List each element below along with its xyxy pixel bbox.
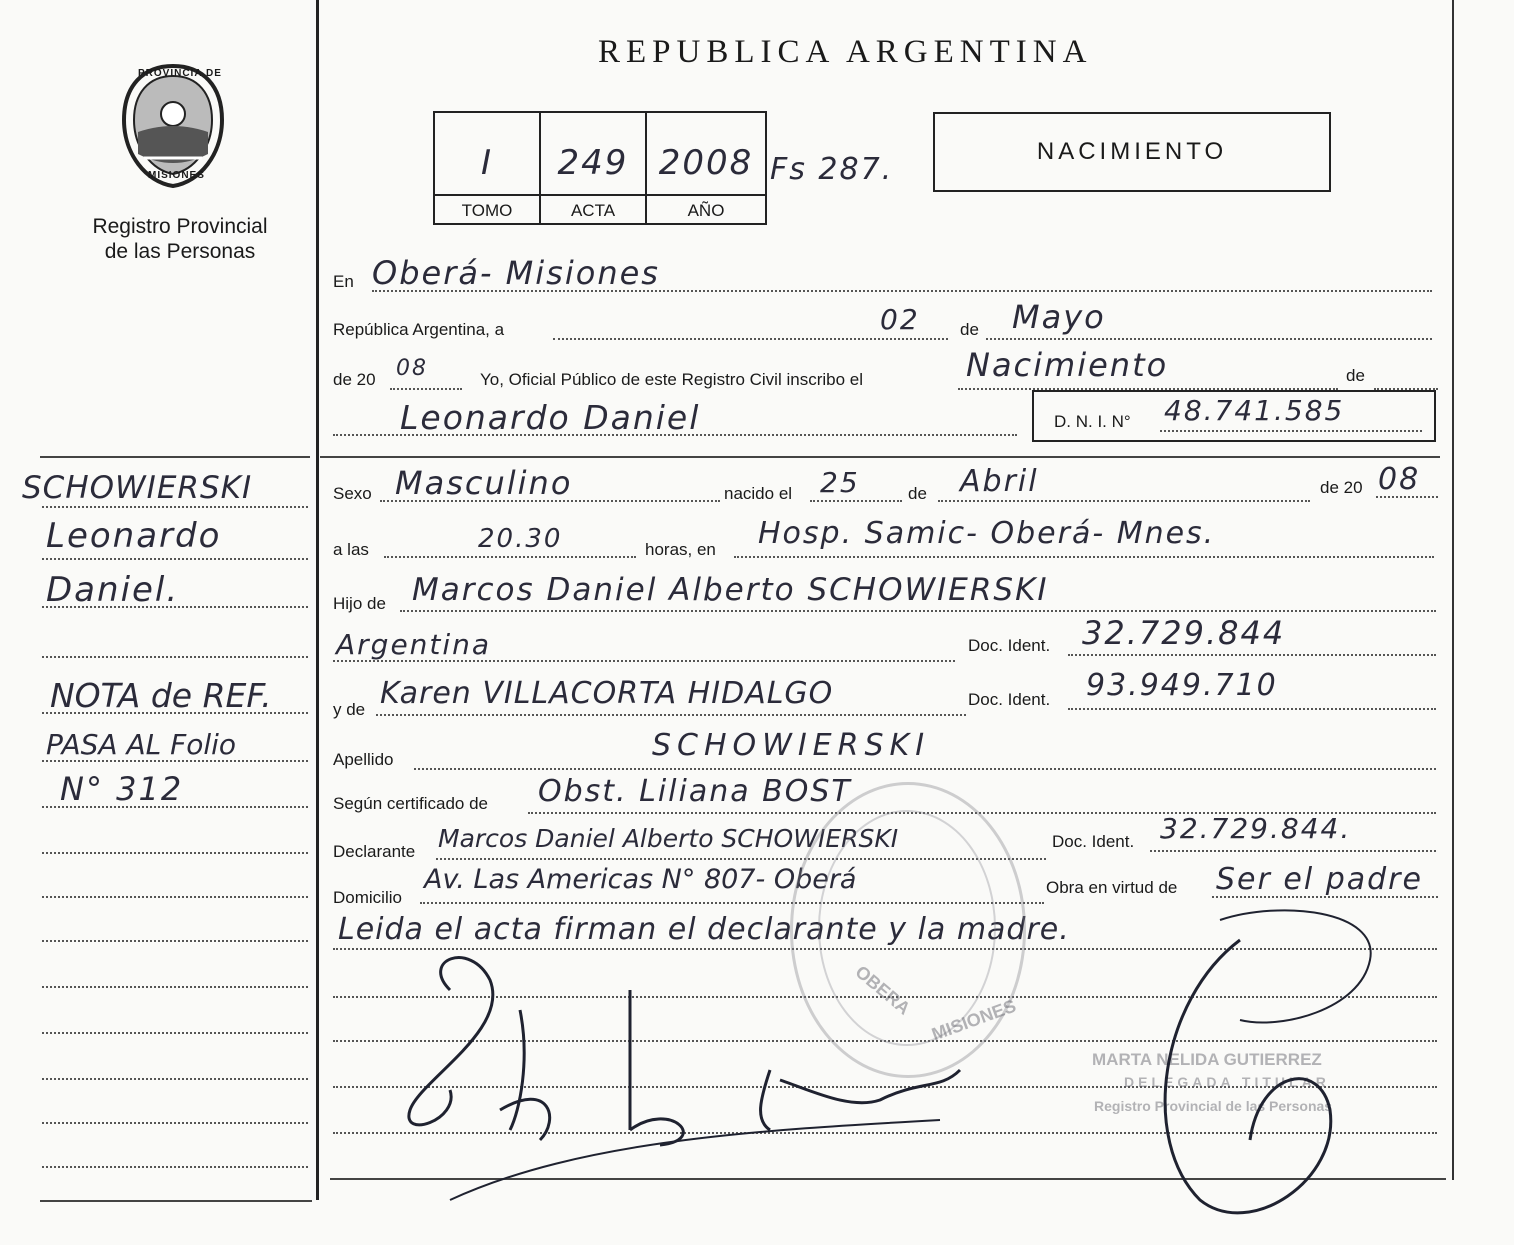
record-box [433, 111, 767, 225]
stamp-official-registry: Registro Provincial de las Personas [1094, 1098, 1333, 1114]
margin-note-1: SCHOWIERSKI [22, 470, 253, 506]
value-mes: Mayo [1012, 298, 1106, 336]
line-padre-doc [1068, 654, 1436, 656]
line-de20 [390, 388, 462, 390]
line-apellido [414, 768, 1436, 770]
acta-cell [541, 113, 647, 223]
value-padre-doc: 32.729.844 [1082, 614, 1286, 652]
logo-text-bottom: MISIONES [148, 170, 205, 181]
line-dni [1160, 430, 1422, 432]
line-en [372, 290, 1432, 292]
label-a-las: a las [333, 540, 369, 559]
margin-line [42, 712, 308, 714]
folio-note: Fs 287. [770, 152, 894, 187]
label-doc-ident-2: Doc. Ident. [968, 690, 1051, 709]
anio-label: AÑO [647, 194, 765, 225]
label-declarante: Declarante [333, 842, 416, 861]
tomo-cell [435, 113, 541, 223]
seal-text-obera: OBERA [851, 961, 915, 1019]
acta-value: 249 [557, 143, 629, 183]
line-nombre [333, 434, 1017, 436]
line-republica-2 [986, 338, 1432, 340]
value-obra-virtud: Ser el padre [1216, 862, 1423, 897]
value-sexo: Masculino [395, 464, 573, 502]
label-doc-ident-3: Doc. Ident. [1052, 832, 1135, 851]
line-nac-mes [938, 500, 1310, 502]
label-apellido: Apellido [333, 750, 394, 769]
province-logo [118, 62, 228, 190]
page-title: REPUBLICA ARGENTINA [598, 34, 1093, 70]
label-obra-virtud: Obra en virtud de [1046, 878, 1178, 897]
margin-note-6: N° 312 [60, 770, 184, 808]
column-divider [316, 0, 319, 1200]
registry-line-2: de las Personas [104, 240, 256, 263]
line-nac-anio [1376, 496, 1438, 498]
margin-line [42, 656, 308, 658]
label-en: En [333, 272, 354, 291]
signatures [380, 880, 1460, 1245]
value-nacionalidad: Argentina [336, 628, 492, 661]
label-hijo-de: Hijo de [333, 594, 386, 613]
dni-box [1032, 390, 1436, 442]
label-domicilio: Domicilio [333, 888, 402, 907]
label-de-b: de [908, 484, 927, 503]
label-de20-b: de 20 [1320, 478, 1363, 497]
margin-divider-top [40, 456, 310, 458]
seal-text-misiones: MISIONES [929, 995, 1019, 1045]
label-horas-en: horas, en [645, 540, 716, 559]
line-madre-doc [1068, 708, 1436, 710]
label-de: de [960, 320, 979, 339]
line-lugar-nac [734, 556, 1434, 558]
margin-line [42, 1122, 308, 1124]
label-segun-cert: Según certificado de [333, 794, 488, 813]
line-republica-1 [553, 338, 948, 340]
margin-line [42, 986, 308, 988]
line-declarante-doc [1150, 850, 1436, 852]
line-sexo [380, 500, 720, 502]
line-nac-dia [810, 500, 902, 502]
label-yo-oficial: Yo, Oficial Público de este Registro Civil inscribo el [480, 370, 863, 389]
value-madre: Karen VILLACORTA HIDALGO [380, 676, 834, 711]
label-republica: República Argentina, a [333, 320, 505, 339]
value-dni: 48.741.585 [1164, 394, 1345, 427]
anio-cell [647, 113, 765, 223]
section-divider [320, 456, 1440, 458]
margin-line [42, 1166, 308, 1168]
margin-line [42, 760, 308, 762]
margin-note-3: Daniel. [46, 570, 180, 610]
acta-label: ACTA [541, 194, 645, 225]
value-nac-anio: 08 [1378, 462, 1421, 497]
label-de20: de 20 [333, 370, 376, 389]
margin-line [42, 806, 308, 808]
value-declarante: Marcos Daniel Alberto SCHOWIERSKI [438, 824, 899, 853]
stamp-official-name: MARTA NELIDA GUTIERREZ [1092, 1050, 1322, 1069]
label-sexo: Sexo [333, 484, 372, 503]
value-padre: Marcos Daniel Alberto SCHOWIERSKI [412, 572, 1049, 608]
line-padre [400, 610, 1436, 612]
label-de-end: de [1346, 366, 1365, 385]
value-anio2: 08 [396, 356, 428, 381]
stamp-official-title: DELEGADA TITULAR [1124, 1074, 1330, 1090]
margin-line [42, 852, 308, 854]
label-dni: D. N. I. N° [1054, 412, 1131, 431]
value-apellido: SCHOWIERSKI [652, 728, 931, 763]
margin-note-5: PASA AL Folio [46, 728, 237, 761]
margin-line [42, 940, 308, 942]
margin-divider-bottom [40, 1200, 312, 1202]
label-nacido-el: nacido el [724, 484, 793, 503]
value-domicilio: Av. Las Americas N° 807- Oberá [424, 864, 857, 895]
line-madre [376, 714, 966, 716]
margin-line [42, 1078, 308, 1080]
margin-line [42, 558, 308, 560]
label-y-de: y de [333, 700, 366, 719]
label-doc-ident-1: Doc. Ident. [968, 636, 1051, 655]
value-hora: 20.30 [478, 524, 563, 554]
margin-line [42, 896, 308, 898]
value-declarante-doc: 32.729.844. [1160, 812, 1352, 845]
record-type: NACIMIENTO [933, 112, 1331, 192]
value-dia: 02 [880, 303, 920, 336]
line-hora [384, 556, 636, 558]
margin-note-4: NOTA de REF. [50, 676, 272, 715]
anio-value: 2008 [658, 143, 754, 183]
tomo-value: I [480, 143, 494, 183]
margin-note-2: Leonardo [46, 516, 222, 556]
margin-line [42, 506, 308, 508]
value-leida: Leida el acta firman el declarante y la madre. [338, 912, 1070, 947]
registry-line-1: Registro Provincial [92, 215, 268, 238]
value-nac-mes: Abril [960, 464, 1039, 499]
logo-text-top: PROVINCIA DE [138, 68, 222, 79]
value-nombre: Leonardo Daniel [400, 398, 701, 437]
margin-line [42, 606, 308, 608]
registry-name [60, 214, 300, 264]
value-certificado: Obst. Liliana BOST [538, 774, 852, 809]
tomo-label: TOMO [435, 194, 539, 225]
margin-line [42, 1032, 308, 1034]
value-lugar: Oberá- Misiones [372, 254, 660, 292]
value-madre-doc: 93.949.710 [1086, 668, 1278, 703]
value-nac-dia: 25 [820, 466, 860, 499]
line-nacionalidad [333, 660, 955, 662]
value-lugar-nac: Hosp. Samic- Oberá- Mnes. [758, 516, 1216, 551]
value-acto: Nacimiento [966, 346, 1169, 384]
